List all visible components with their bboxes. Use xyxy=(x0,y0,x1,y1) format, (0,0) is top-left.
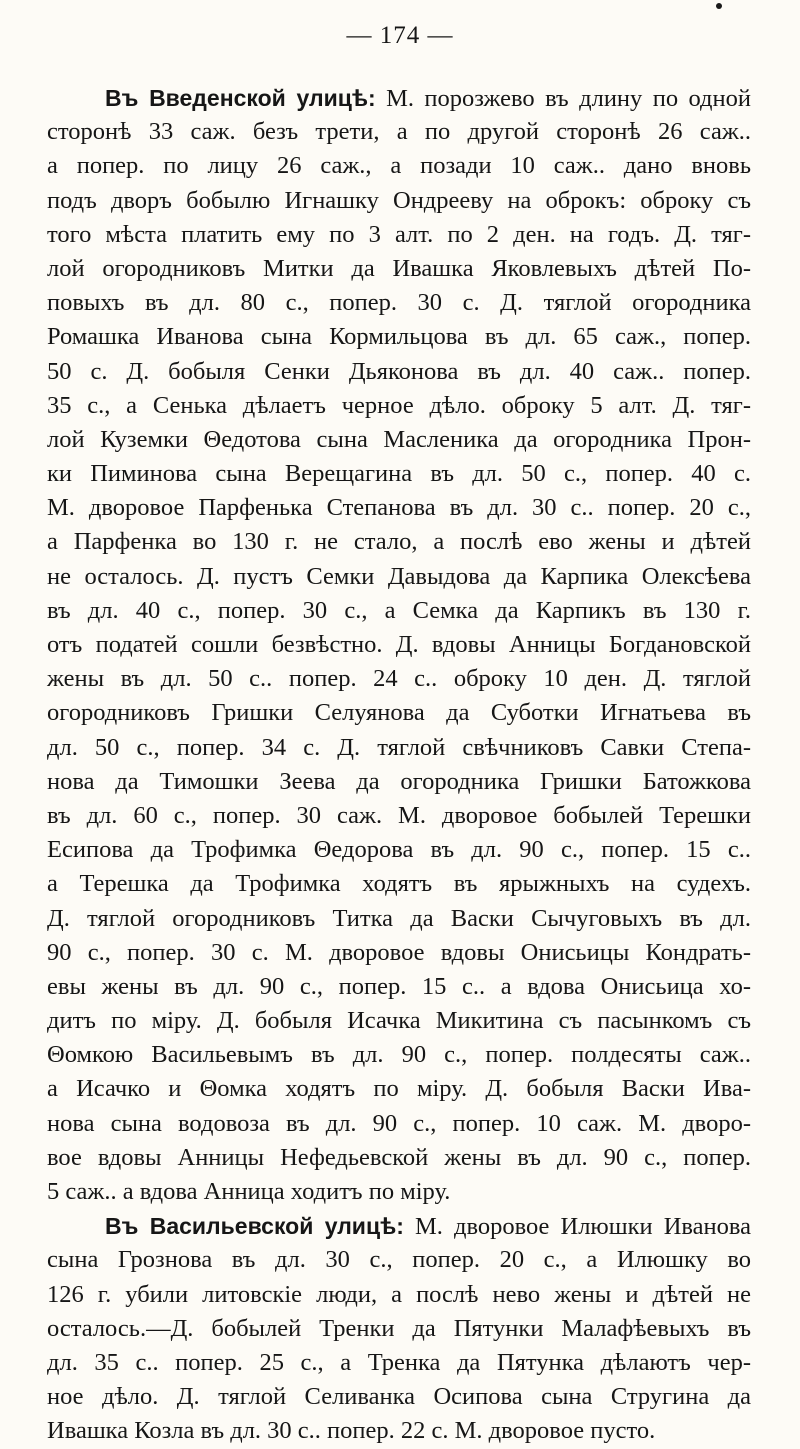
text-line xyxy=(47,355,751,389)
line-text: нова сына водовоза въ дл. 90 с., попер. 10 саж. М. дворо- xyxy=(47,1109,751,1137)
line-text: дитъ по міру. Д. бобыля Исачка Микитина съ пасынкомъ съ xyxy=(47,1007,751,1035)
line-text: осталось.—Д. бобылей Тренки да Пятунки Малафѣевыхъ въ xyxy=(47,1314,751,1342)
line-text: а попер. по лицу 26 саж., а позади 10 саж.. дано вновь xyxy=(47,152,751,180)
text-line xyxy=(47,320,751,354)
text-line xyxy=(47,115,751,149)
street-heading: Въ Введенской улицѣ: xyxy=(105,85,376,111)
text-line xyxy=(47,1004,751,1038)
text-line xyxy=(47,252,751,286)
text-line xyxy=(47,81,751,115)
line-text: повыхъ въ дл. 80 с., попер. 30 с. Д. тяглой огородника xyxy=(47,289,751,317)
line-text: Есипова да Трофимка Θедорова въ дл. 90 с., попер. 15 с.. xyxy=(47,836,751,864)
line-text: а Парфенка во 130 г. не стало, а послѣ ево жены и дѣтей xyxy=(47,528,751,556)
line-text: Ромашка Иванова сына Кормильцова въ дл. 65 саж., попер. xyxy=(47,323,751,351)
line-text: 90 с., попер. 30 с. М. дворовое вдовы Онисьицы Кондрать- xyxy=(47,938,751,966)
text-line xyxy=(47,389,751,423)
text-line xyxy=(47,1209,751,1243)
line-text: 5 саж.. а вдова Анница ходитъ по міру. xyxy=(47,1178,451,1205)
line-text: не осталось. Д. пустъ Семки Давыдова да Карпика Олексѣева xyxy=(47,562,751,590)
text-line xyxy=(47,936,751,970)
text-line xyxy=(47,286,751,320)
text-line xyxy=(47,731,751,765)
text-line xyxy=(47,218,751,252)
line-text: сторонѣ 33 саж. безъ трети, а по другой сторонѣ 26 саж.. xyxy=(47,118,751,146)
text-line xyxy=(47,1278,751,1312)
line-text: подъ дворъ бобылю Игнашку Ондрееву на оброкъ: оброку съ xyxy=(47,186,751,214)
line-text: М. порозжево въ длину по одной xyxy=(375,85,751,112)
line-text: ное дѣло. Д. тяглой Селиванка Осипова сына Стругина да xyxy=(47,1383,751,1411)
line-text: М. дворовое Парфенька Степанова въ дл. 30 с.. попер. 20 с., xyxy=(47,494,751,522)
line-text: а Исачко и Θомка ходятъ по міру. Д. бобыля Васки Ива- xyxy=(47,1075,751,1103)
text-line xyxy=(47,1414,751,1448)
text-line xyxy=(47,902,751,936)
line-text: дл. 35 с.. попер. 25 с., а Тренка да Пятунка дѣлаютъ чер- xyxy=(47,1348,751,1376)
line-text: дл. 50 с., попер. 34 с. Д. тяглой свѣчниковъ Савки Степа- xyxy=(47,733,751,761)
text-line xyxy=(47,833,751,867)
page-number: — 174 — xyxy=(346,22,454,49)
text-line xyxy=(47,799,751,833)
line-text: отъ податей сошли безвѣстно. Д. вдовы Анницы Богдановской xyxy=(47,631,751,658)
text-line xyxy=(47,184,751,218)
text-line xyxy=(47,525,751,559)
line-text: Ивашка Козла въ дл. 30 с.. попер. 22 с. М. дворовое пусто. xyxy=(47,1417,656,1445)
text-line xyxy=(47,696,751,730)
text-line xyxy=(47,457,751,491)
text-body xyxy=(47,81,751,1449)
line-text: жены въ дл. 50 с.. попер. 24 с.. оброку 10 ден. Д. тяглой xyxy=(47,665,751,693)
line-text: М. дворовое Илюшки Иванова xyxy=(403,1213,751,1241)
text-line xyxy=(47,628,751,662)
text-line xyxy=(47,560,751,594)
line-text: въ дл. 40 с., попер. 30 с., а Семка да Карпикъ въ 130 г. xyxy=(47,596,751,624)
line-text: 50 с. Д. бобыля Сенки Дьяконова въ дл. 40 саж.. попер. xyxy=(47,357,751,385)
text-line xyxy=(47,1346,751,1380)
line-text: лой Куземки Θедотова сына Масленика да огородника Прон- xyxy=(47,425,751,453)
text-line xyxy=(47,1243,751,1277)
line-text: евы жены въ дл. 90 с., попер. 15 с.. а вдова Онисьица хо- xyxy=(47,972,751,1000)
text-line xyxy=(47,1380,751,1414)
text-line xyxy=(47,765,751,799)
ink-speck xyxy=(716,3,722,9)
text-line xyxy=(47,970,751,1004)
line-text: Д. тяглой огородниковъ Титка да Васки Сычуговыхъ въ дл. xyxy=(47,904,751,932)
text-line xyxy=(47,1141,751,1175)
text-line xyxy=(47,149,751,183)
line-text: огородниковъ Гришки Селуянова да Суботки Игнатьева въ xyxy=(47,699,751,727)
line-text: Θомкою Васильевымъ въ дл. 90 с., попер. полдесяты саж.. xyxy=(47,1041,751,1069)
text-line xyxy=(47,1175,751,1209)
line-text: 35 с., а Сенька дѣлаетъ черное дѣло. оброку 5 алт. Д. тяг- xyxy=(47,391,751,419)
line-text: сына Грознова въ дл. 30 с., попер. 20 с., а Илюшку во xyxy=(47,1246,751,1274)
line-text: вое вдовы Анницы Нефедьевской жены въ дл. 90 с., попер. xyxy=(47,1143,751,1171)
text-line xyxy=(47,1038,751,1072)
street-heading: Въ Васильевской улицѣ: xyxy=(105,1213,404,1240)
text-line xyxy=(47,1312,751,1346)
text-line xyxy=(47,423,751,457)
line-text: нова да Тимошки Зеева да огородника Гришки Батожкова xyxy=(47,767,751,795)
text-line xyxy=(47,1072,751,1106)
text-line xyxy=(47,662,751,696)
line-text: ки Пиминова сына Верещагина въ дл. 50 с., попер. 40 с. xyxy=(47,460,751,488)
line-text: а Терешка да Трофимка ходятъ въ ярыжныхъ на судехъ. xyxy=(47,870,751,898)
line-text: въ дл. 60 с., попер. 30 саж. М. дворовое бобылей Терешки xyxy=(47,801,751,829)
text-line xyxy=(47,594,751,628)
line-text: того мѣста платить ему по 3 алт. по 2 ден. на годъ. Д. тяг- xyxy=(47,220,751,248)
text-line xyxy=(47,1107,751,1141)
line-text: 126 г. убили литовскіе люди, а послѣ нево жены и дѣтей не xyxy=(47,1280,751,1308)
line-text: лой огородниковъ Митки да Ивашка Яковлевыхъ дѣтей По- xyxy=(47,254,751,282)
text-line xyxy=(47,867,751,901)
text-line xyxy=(47,491,751,525)
